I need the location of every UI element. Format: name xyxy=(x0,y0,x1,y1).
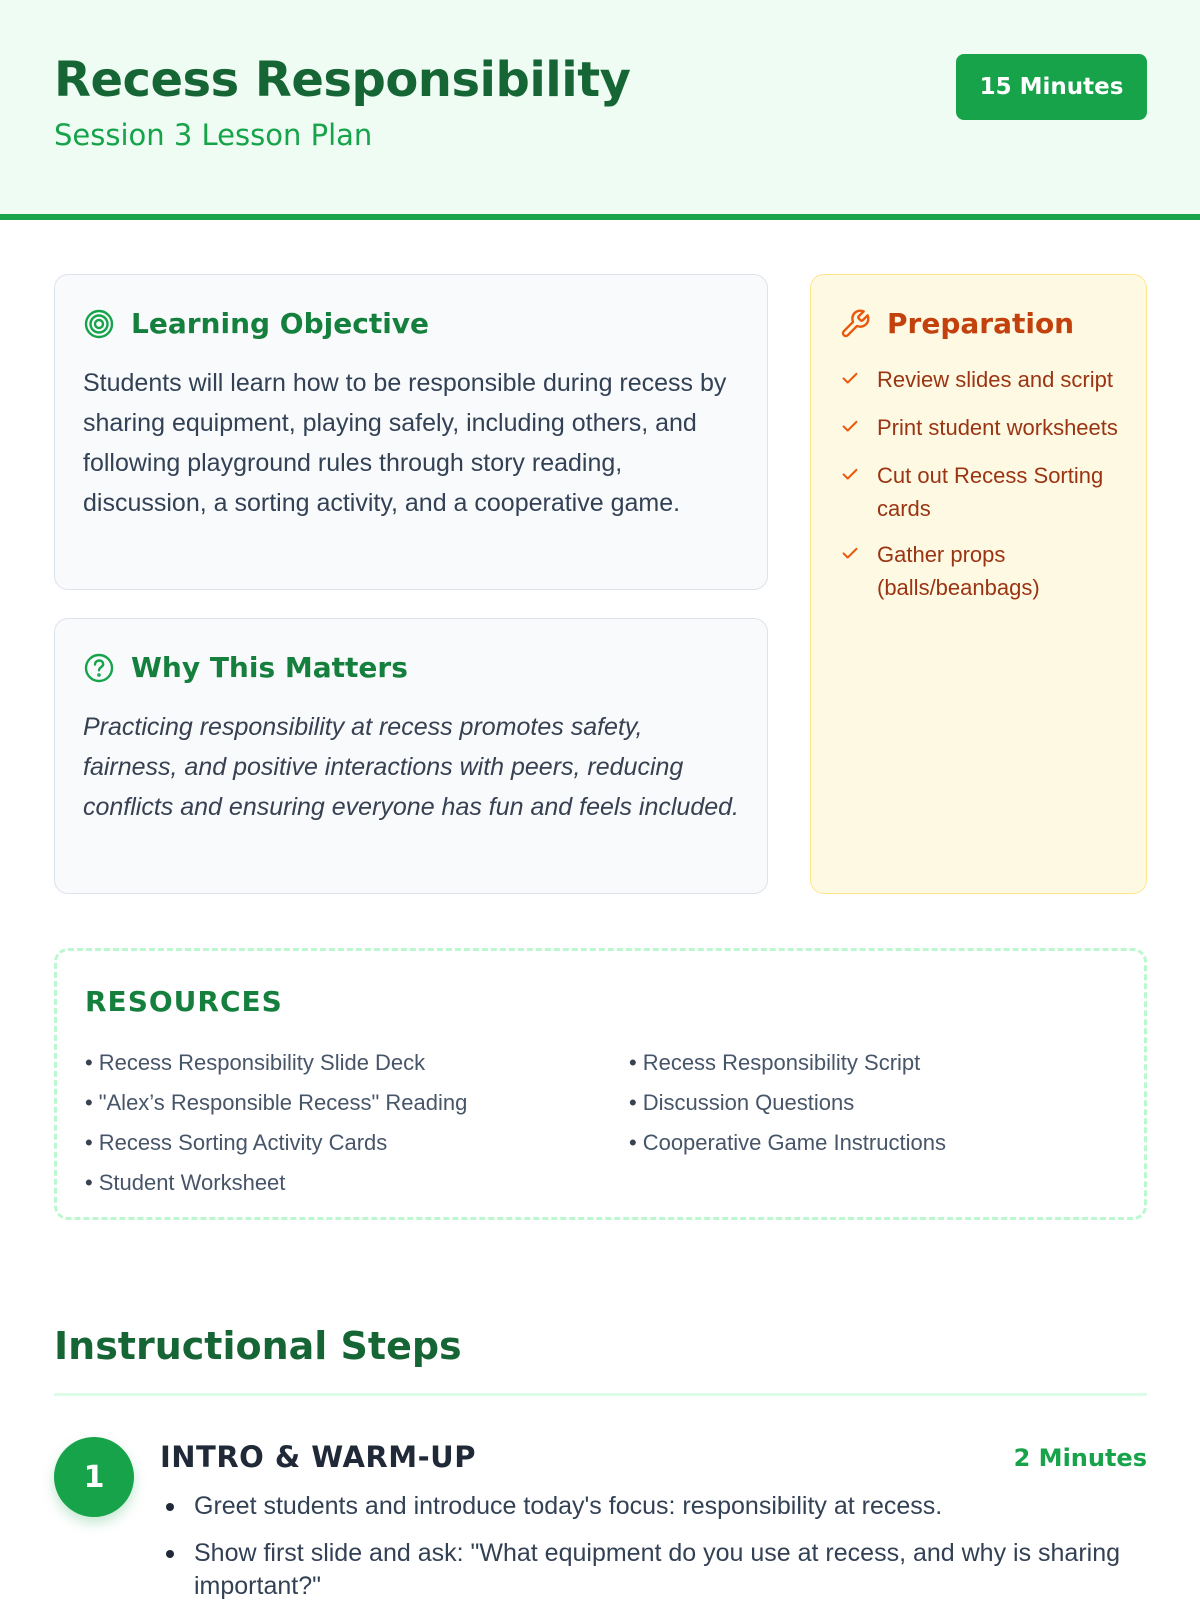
learning-objective-text: Students will learn how to be responsible during recess by sharing equipment, playing safely, including others, and following playground rules through story reading, discussion, a sorting activity, and a cooperative game. xyxy=(83,369,727,517)
step-bullet: Greet students and introduce today's focus: responsibility at recess. xyxy=(166,1490,1126,1523)
step-bullet-list xyxy=(166,1490,1126,1617)
page-subtitle: Session 3 Lesson Plan xyxy=(54,118,373,152)
resource-item: • Recess Responsibility Script xyxy=(629,1050,921,1075)
resource-item-label: Recess Responsibility Slide Deck xyxy=(98,1050,426,1075)
preparation-title: Preparation xyxy=(887,307,1075,340)
why-this-matters-text: Practicing responsibility at recess promotes safety, fairness, and positive interactions with peers, reducing conflicts and ensuring everyone has fun and feels included. xyxy=(83,713,739,821)
resource-item: • Student Worksheet xyxy=(85,1170,286,1195)
page-title: Recess Responsibility xyxy=(54,52,631,108)
resource-item-label: Cooperative Game Instructions xyxy=(642,1130,946,1155)
why-this-matters-card xyxy=(54,618,768,894)
resource-item-label: Student Worksheet xyxy=(98,1170,286,1195)
preparation-item-label: Gather props (balls/beanbags) xyxy=(877,542,1040,600)
step-bullet: Show first slide and ask: "What equipment do you use at recess, and why is sharing important?" xyxy=(166,1537,1126,1603)
preparation-item-label: Print student worksheets xyxy=(877,415,1118,440)
duration-badge: 15 Minutes xyxy=(956,54,1147,120)
resource-item: • Cooperative Game Instructions xyxy=(629,1130,946,1155)
preparation-list xyxy=(839,363,1129,617)
instructional-steps-heading: Instructional Steps xyxy=(54,1324,462,1368)
learning-objective-title: Learning Objective xyxy=(131,307,430,340)
resource-item: • Recess Sorting Activity Cards xyxy=(85,1130,388,1155)
resource-item: • Recess Responsibility Slide Deck xyxy=(85,1050,426,1075)
resource-item-label: "Alex’s Responsible Recess" Reading xyxy=(98,1090,468,1115)
check-icon xyxy=(839,411,877,446)
target-icon xyxy=(83,308,115,340)
resource-item-label: Recess Responsibility Script xyxy=(642,1050,921,1075)
preparation-item-label: Review slides and script xyxy=(877,367,1113,392)
page-header xyxy=(0,0,1200,220)
wrench-icon xyxy=(839,308,871,340)
step-number-badge: 1 xyxy=(54,1437,134,1517)
resources-box xyxy=(54,948,1147,1220)
resource-item: • "Alex’s Responsible Recess" Reading xyxy=(85,1090,468,1115)
preparation-item xyxy=(839,411,1129,446)
resource-item: • Discussion Questions xyxy=(629,1090,855,1115)
section-divider xyxy=(54,1393,1147,1396)
why-this-matters-heading xyxy=(83,651,408,684)
check-icon xyxy=(839,459,877,494)
preparation-card xyxy=(810,274,1147,894)
preparation-item xyxy=(839,459,1129,525)
preparation-item-label: Cut out Recess Sorting cards xyxy=(877,463,1104,521)
resources-title: RESOURCES xyxy=(85,985,283,1018)
check-icon xyxy=(839,363,877,398)
preparation-item xyxy=(839,538,1129,604)
resources-list-right xyxy=(629,1043,946,1163)
question-circle-icon xyxy=(83,652,115,684)
why-this-matters-title: Why This Matters xyxy=(131,651,408,684)
resources-list-left xyxy=(85,1043,467,1203)
resource-item-label: Discussion Questions xyxy=(642,1090,855,1115)
preparation-item xyxy=(839,363,1129,398)
preparation-heading xyxy=(839,307,1074,340)
learning-objective-card xyxy=(54,274,768,590)
step-duration: 2 Minutes xyxy=(1013,1444,1147,1472)
learning-objective-heading xyxy=(83,307,429,340)
step-title: INTRO & WARM-UP xyxy=(160,1440,476,1474)
check-icon xyxy=(839,538,877,573)
resource-item-label: Recess Sorting Activity Cards xyxy=(98,1130,388,1155)
